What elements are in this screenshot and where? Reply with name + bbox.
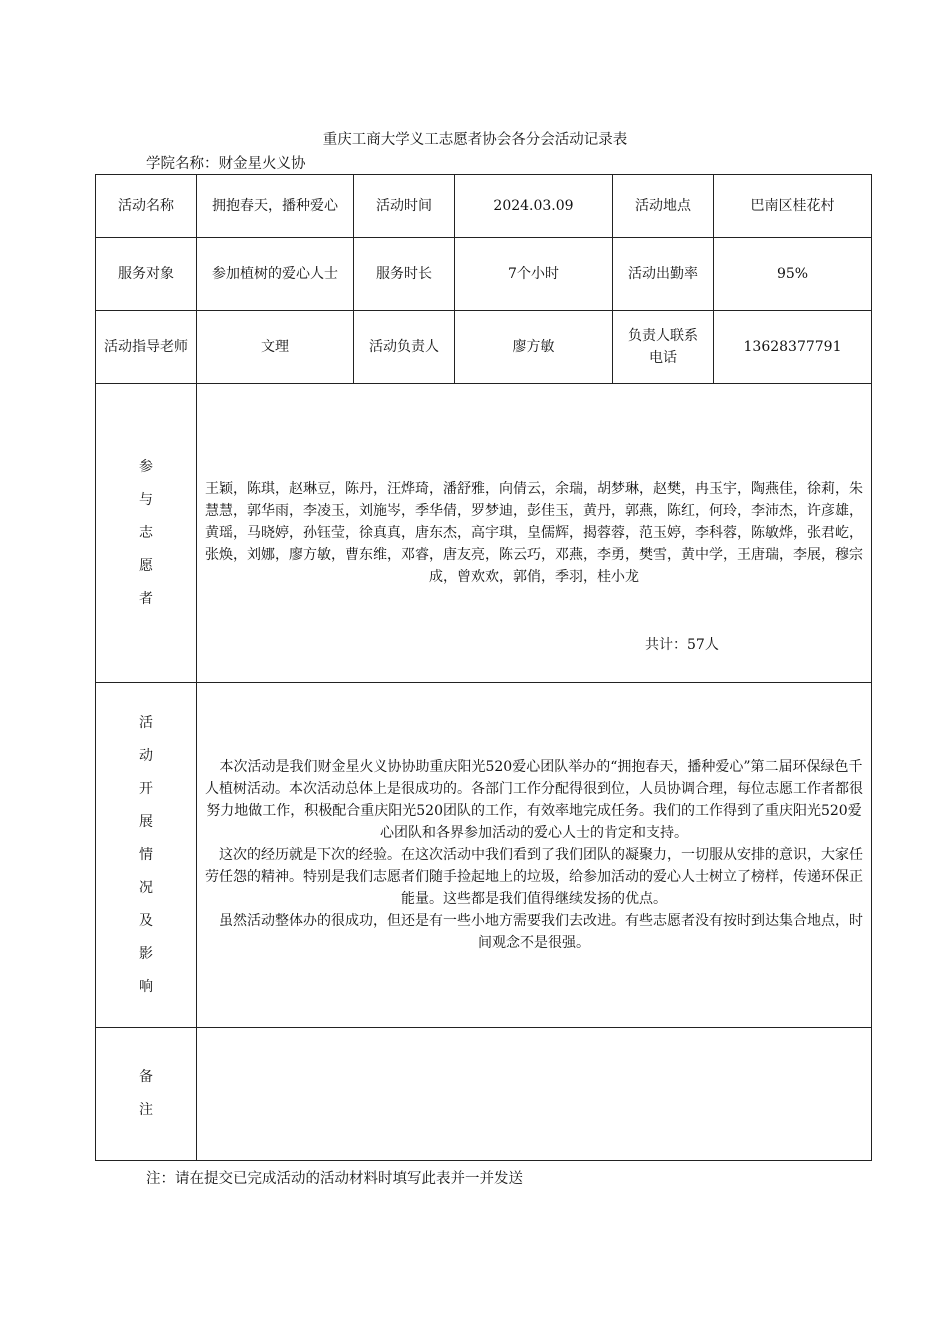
- activity-summary-label: [96, 683, 197, 1028]
- activity-name-value: 拥抱春天，播种爱心: [197, 175, 354, 238]
- service-duration-label: 服务时长: [354, 238, 455, 311]
- volunteers-label-char: 愿: [139, 557, 153, 574]
- summary-label-char: 展: [139, 813, 153, 830]
- summary-label-char: 动: [139, 747, 153, 764]
- summary-label-char: 影: [139, 945, 153, 962]
- volunteers-label-char: 者: [139, 590, 153, 607]
- volunteer-names: 王颖，陈琪，赵琳豆，陈丹，汪烨琦，潘舒雅，向倩云，余瑞，胡梦琳，赵樊，冉玉宇，陶燕佳，徐莉，朱慧慧，郭华雨，李凌玉，刘施岑，季华倩，罗梦迪，彭佳玉，黄丹，郭燕，陈红，何玲，李沛杰，许彦雄，黄瑶，马晓婷，孙钰莹，徐真真，唐东杰，高宇琪，皇儒辉，揭蓉蓉，范玉婷，李科蓉，陈敏烨，张君屹，张焕，刘娜，廖方敏，曹东维，邓睿，唐友亮，陈云巧，邓燕，李勇，樊雪，黄中学，王唐瑞，李展，穆宗成，曾欢欢，郭俏，季羽，桂小龙: [205, 481, 863, 585]
- table-row: [96, 683, 872, 1028]
- activity-place-value: 巴南区桂花村: [714, 175, 872, 238]
- service-target-label: 服务对象: [96, 238, 197, 311]
- summary-label-char: 响: [139, 978, 153, 995]
- advisor-label: 活动指导老师: [96, 311, 197, 384]
- leader-phone-label: 负责人联系电话: [613, 311, 714, 384]
- table-row: [96, 175, 872, 238]
- summary-paragraph: 这次的经历就是下次的经验。在这次活动中我们看到了我们团队的凝聚力，一切服从安排的意识，大家任劳任怨的精神。特别是我们志愿者们随手捡起地上的垃圾，给参加活动的爱心人士树立了榜样，传递环保正能量。这些都是我们值得继续发扬的优点。: [205, 847, 863, 907]
- volunteers-label-char: 与: [139, 491, 153, 508]
- summary-label-char: 开: [139, 780, 153, 797]
- volunteers-label-char: 志: [139, 524, 153, 541]
- leader-label: 活动负责人: [354, 311, 455, 384]
- table-row: [96, 1028, 872, 1161]
- summary-paragraph: 虽然活动整体办的很成功，但还是有一些小地方需要我们去改进。有些志愿者没有按时到达集合地点，时间观念不是很强。: [219, 913, 863, 951]
- activity-summary-cell: [197, 683, 872, 1028]
- table-row: [96, 311, 872, 384]
- attendance-value: 95%: [714, 238, 872, 311]
- remarks-label-char: 注: [139, 1102, 153, 1118]
- volunteers-label: [96, 384, 197, 683]
- activity-name-label: 活动名称: [96, 175, 197, 238]
- leader-phone-value: 13628377791: [714, 311, 872, 384]
- activity-place-label: 活动地点: [613, 175, 714, 238]
- remarks-value: [197, 1028, 872, 1161]
- leader-value: 廖方敏: [455, 311, 613, 384]
- table-row: [96, 238, 872, 311]
- volunteers-label-char: 参: [139, 458, 153, 475]
- summary-label-char: 情: [139, 846, 153, 863]
- activity-time-label: 活动时间: [354, 175, 455, 238]
- activity-time-value: 2024.03.09: [455, 175, 613, 238]
- remarks-label-char: 备: [139, 1069, 153, 1085]
- activity-record-table: [95, 174, 872, 1161]
- advisor-value: 文理: [197, 311, 354, 384]
- summary-label-char: 及: [139, 912, 153, 929]
- volunteers-cell: [197, 384, 872, 683]
- service-target-value: 参加植树的爱心人士: [197, 238, 354, 311]
- summary-paragraph: 本次活动是我们财金星火义协协助重庆阳光520爱心团队举办的“拥抱春天，播种爱心”第二届环保绿色千人植树活动。本次活动总体上是很成功的。各部门工作分配得很到位，人员协调合理，每位志愿工作者都很努力地做工作，积极配合重庆阳光520团队的工作，有效率地完成任务。我们的工作得到了重庆阳光520爱心团队和各界参加活动的爱心人士的肯定和支持。: [205, 759, 863, 841]
- remarks-label: [96, 1028, 197, 1161]
- summary-label-char: 况: [139, 879, 153, 896]
- table-row: [96, 384, 872, 683]
- service-duration-value: 7个小时: [455, 238, 613, 311]
- attendance-label: 活动出勤率: [613, 238, 714, 311]
- document-title: 重庆工商大学义工志愿者协会各分会活动记录表: [322, 132, 628, 148]
- college-name: 学院名称：财金星火义协: [146, 156, 306, 172]
- volunteer-total: 共计：57人: [645, 637, 719, 653]
- summary-label-char: 活: [139, 714, 153, 731]
- footnote: 注：请在提交已完成活动的活动材料时填写此表并一并发送: [146, 1171, 523, 1187]
